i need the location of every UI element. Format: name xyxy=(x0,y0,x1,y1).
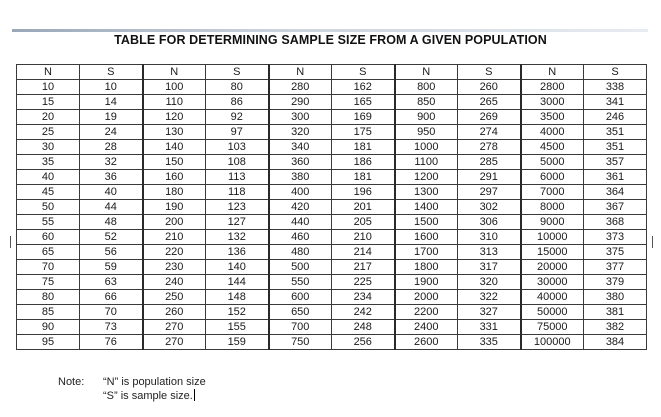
population-cell: 750 xyxy=(269,335,332,350)
population-cell: 120 xyxy=(143,110,206,125)
population-cell: 400 xyxy=(269,185,332,200)
note-lines xyxy=(103,376,206,403)
population-cell: 95 xyxy=(17,335,80,350)
table-row xyxy=(17,245,647,260)
sample-size-cell: 367 xyxy=(584,200,647,215)
population-cell: 1200 xyxy=(395,170,458,185)
sample-size-cell: 48 xyxy=(80,215,143,230)
column-header-s: S xyxy=(206,65,269,80)
sample-size-cell: 40 xyxy=(80,185,143,200)
population-cell: 460 xyxy=(269,230,332,245)
table-row xyxy=(17,140,647,155)
sample-size-cell: 186 xyxy=(332,155,395,170)
sample-size-cell: 97 xyxy=(206,125,269,140)
population-cell: 190 xyxy=(143,200,206,215)
sample-size-cell: 338 xyxy=(584,80,647,95)
population-cell: 800 xyxy=(395,80,458,95)
sample-size-cell: 375 xyxy=(584,245,647,260)
population-cell: 230 xyxy=(143,260,206,275)
sample-size-cell: 140 xyxy=(206,260,269,275)
sample-size-cell: 265 xyxy=(458,95,521,110)
population-cell: 220 xyxy=(143,245,206,260)
column-header-n: N xyxy=(269,65,332,80)
population-cell: 1100 xyxy=(395,155,458,170)
table-body xyxy=(17,80,647,350)
sample-size-cell: 380 xyxy=(584,290,647,305)
population-cell: 10000 xyxy=(521,230,584,245)
sample-size-cell: 364 xyxy=(584,185,647,200)
sample-size-cell: 225 xyxy=(332,275,395,290)
sample-size-cell: 341 xyxy=(584,95,647,110)
population-cell: 1000 xyxy=(395,140,458,155)
population-cell: 85 xyxy=(17,305,80,320)
sample-size-cell: 313 xyxy=(458,245,521,260)
sample-size-cell: 113 xyxy=(206,170,269,185)
population-cell: 50000 xyxy=(521,305,584,320)
sample-size-cell: 331 xyxy=(458,320,521,335)
population-cell: 2400 xyxy=(395,320,458,335)
table-row xyxy=(17,275,647,290)
sample-size-cell: 175 xyxy=(332,125,395,140)
sample-size-cell: 269 xyxy=(458,110,521,125)
sample-size-cell: 118 xyxy=(206,185,269,200)
population-cell: 6000 xyxy=(521,170,584,185)
population-cell: 50 xyxy=(17,200,80,215)
population-cell: 290 xyxy=(269,95,332,110)
sample-size-cell: 322 xyxy=(458,290,521,305)
column-header-s: S xyxy=(458,65,521,80)
sample-size-cell: 181 xyxy=(332,170,395,185)
population-cell: 60 xyxy=(17,230,80,245)
table-row xyxy=(17,215,647,230)
sample-size-cell: 10 xyxy=(80,80,143,95)
table-row xyxy=(17,320,647,335)
population-cell: 2200 xyxy=(395,305,458,320)
population-cell: 260 xyxy=(143,305,206,320)
population-cell: 210 xyxy=(143,230,206,245)
population-cell: 900 xyxy=(395,110,458,125)
left-edge-mark xyxy=(10,236,11,248)
population-cell: 300 xyxy=(269,110,332,125)
population-cell: 950 xyxy=(395,125,458,140)
population-cell: 250 xyxy=(143,290,206,305)
population-cell: 3500 xyxy=(521,110,584,125)
sample-size-cell: 306 xyxy=(458,215,521,230)
table-row xyxy=(17,290,647,305)
population-cell: 140 xyxy=(143,140,206,155)
sample-size-cell: 377 xyxy=(584,260,647,275)
population-cell: 30000 xyxy=(521,275,584,290)
population-cell: 3000 xyxy=(521,95,584,110)
table-row xyxy=(17,110,647,125)
sample-size-cell: 159 xyxy=(206,335,269,350)
table-note xyxy=(58,376,206,403)
population-cell: 500 xyxy=(269,260,332,275)
sample-size-cell: 382 xyxy=(584,320,647,335)
table-row xyxy=(17,260,647,275)
sample-size-cell: 92 xyxy=(206,110,269,125)
note-line-sample: “S” is sample size. xyxy=(103,390,193,402)
population-cell: 100000 xyxy=(521,335,584,350)
population-cell: 4000 xyxy=(521,125,584,140)
sample-size-cell: 63 xyxy=(80,275,143,290)
population-cell: 30 xyxy=(17,140,80,155)
population-cell: 280 xyxy=(269,80,332,95)
sample-size-table-container xyxy=(16,64,646,350)
column-header-n: N xyxy=(395,65,458,80)
column-header-n: N xyxy=(143,65,206,80)
sample-size-cell: 36 xyxy=(80,170,143,185)
population-cell: 2800 xyxy=(521,80,584,95)
sample-size-cell: 80 xyxy=(206,80,269,95)
sample-size-cell: 335 xyxy=(458,335,521,350)
sample-size-cell: 274 xyxy=(458,125,521,140)
population-cell: 1500 xyxy=(395,215,458,230)
sample-size-cell: 86 xyxy=(206,95,269,110)
population-cell: 380 xyxy=(269,170,332,185)
population-cell: 65 xyxy=(17,245,80,260)
sample-size-cell: 70 xyxy=(80,305,143,320)
sample-size-cell: 256 xyxy=(332,335,395,350)
column-header-s: S xyxy=(80,65,143,80)
note-label: Note: xyxy=(58,376,85,388)
table-row xyxy=(17,185,647,200)
sample-size-cell: 162 xyxy=(332,80,395,95)
sample-size-cell: 108 xyxy=(206,155,269,170)
sample-size-cell: 28 xyxy=(80,140,143,155)
sample-size-cell: 201 xyxy=(332,200,395,215)
sample-size-cell: 357 xyxy=(584,155,647,170)
sample-size-cell: 181 xyxy=(332,140,395,155)
table-row xyxy=(17,125,647,140)
population-cell: 340 xyxy=(269,140,332,155)
population-cell: 270 xyxy=(143,335,206,350)
column-header-n: N xyxy=(521,65,584,80)
column-header-n: N xyxy=(17,65,80,80)
sample-size-cell: 127 xyxy=(206,215,269,230)
population-cell: 7000 xyxy=(521,185,584,200)
sample-size-cell: 327 xyxy=(458,305,521,320)
sample-size-cell: 76 xyxy=(80,335,143,350)
population-cell: 25 xyxy=(17,125,80,140)
population-cell: 10 xyxy=(17,80,80,95)
sample-size-cell: 246 xyxy=(584,110,647,125)
population-cell: 45 xyxy=(17,185,80,200)
column-header-s: S xyxy=(584,65,647,80)
population-cell: 1800 xyxy=(395,260,458,275)
population-cell: 1400 xyxy=(395,200,458,215)
table-row xyxy=(17,230,647,245)
sample-size-cell: 242 xyxy=(332,305,395,320)
sample-size-cell: 234 xyxy=(332,290,395,305)
population-cell: 40 xyxy=(17,170,80,185)
sample-size-cell: 24 xyxy=(80,125,143,140)
column-header-s: S xyxy=(332,65,395,80)
population-cell: 180 xyxy=(143,185,206,200)
table-row xyxy=(17,305,647,320)
sample-size-cell: 381 xyxy=(584,305,647,320)
population-cell: 420 xyxy=(269,200,332,215)
population-cell: 360 xyxy=(269,155,332,170)
population-cell: 270 xyxy=(143,320,206,335)
population-cell: 240 xyxy=(143,275,206,290)
sample-size-cell: 214 xyxy=(332,245,395,260)
sample-size-cell: 291 xyxy=(458,170,521,185)
population-cell: 150 xyxy=(143,155,206,170)
sample-size-cell: 169 xyxy=(332,110,395,125)
population-cell: 15000 xyxy=(521,245,584,260)
sample-size-cell: 278 xyxy=(458,140,521,155)
population-cell: 20000 xyxy=(521,260,584,275)
right-edge-mark xyxy=(652,236,653,248)
population-cell: 8000 xyxy=(521,200,584,215)
population-cell: 80 xyxy=(17,290,80,305)
sample-size-cell: 123 xyxy=(206,200,269,215)
sample-size-cell: 155 xyxy=(206,320,269,335)
population-cell: 9000 xyxy=(521,215,584,230)
sample-size-cell: 73 xyxy=(80,320,143,335)
table-header-row xyxy=(17,65,647,80)
population-cell: 650 xyxy=(269,305,332,320)
sample-size-cell: 351 xyxy=(584,140,647,155)
sample-size-cell: 351 xyxy=(584,125,647,140)
sample-size-table xyxy=(16,64,647,350)
header-rule xyxy=(12,29,648,32)
note-line-population: “N” is population size xyxy=(103,376,206,388)
population-cell: 90 xyxy=(17,320,80,335)
population-cell: 20 xyxy=(17,110,80,125)
sample-size-cell: 361 xyxy=(584,170,647,185)
sample-size-cell: 205 xyxy=(332,215,395,230)
population-cell: 4500 xyxy=(521,140,584,155)
table-row xyxy=(17,335,647,350)
table-row xyxy=(17,170,647,185)
table-row xyxy=(17,200,647,215)
population-cell: 75 xyxy=(17,275,80,290)
text-cursor xyxy=(194,389,195,401)
population-cell: 550 xyxy=(269,275,332,290)
population-cell: 15 xyxy=(17,95,80,110)
sample-size-cell: 248 xyxy=(332,320,395,335)
sample-size-cell: 165 xyxy=(332,95,395,110)
population-cell: 75000 xyxy=(521,320,584,335)
population-cell: 2600 xyxy=(395,335,458,350)
population-cell: 200 xyxy=(143,215,206,230)
table-title: TABLE FOR DETERMINING SAMPLE SIZE FROM A GIVEN POPULATION xyxy=(114,33,547,47)
population-cell: 5000 xyxy=(521,155,584,170)
population-cell: 35 xyxy=(17,155,80,170)
table-row xyxy=(17,80,647,95)
sample-size-cell: 210 xyxy=(332,230,395,245)
population-cell: 1700 xyxy=(395,245,458,260)
sample-size-cell: 44 xyxy=(80,200,143,215)
sample-size-cell: 56 xyxy=(80,245,143,260)
sample-size-cell: 196 xyxy=(332,185,395,200)
population-cell: 40000 xyxy=(521,290,584,305)
population-cell: 480 xyxy=(269,245,332,260)
sample-size-cell: 285 xyxy=(458,155,521,170)
population-cell: 55 xyxy=(17,215,80,230)
population-cell: 1300 xyxy=(395,185,458,200)
sample-size-cell: 14 xyxy=(80,95,143,110)
population-cell: 130 xyxy=(143,125,206,140)
sample-size-cell: 59 xyxy=(80,260,143,275)
table-row xyxy=(17,95,647,110)
sample-size-cell: 310 xyxy=(458,230,521,245)
population-cell: 2000 xyxy=(395,290,458,305)
sample-size-cell: 132 xyxy=(206,230,269,245)
population-cell: 1900 xyxy=(395,275,458,290)
sample-size-cell: 144 xyxy=(206,275,269,290)
population-cell: 70 xyxy=(17,260,80,275)
population-cell: 600 xyxy=(269,290,332,305)
population-cell: 440 xyxy=(269,215,332,230)
sample-size-cell: 368 xyxy=(584,215,647,230)
sample-size-cell: 317 xyxy=(458,260,521,275)
population-cell: 850 xyxy=(395,95,458,110)
sample-size-cell: 19 xyxy=(80,110,143,125)
sample-size-cell: 66 xyxy=(80,290,143,305)
sample-size-cell: 320 xyxy=(458,275,521,290)
sample-size-cell: 384 xyxy=(584,335,647,350)
sample-size-cell: 302 xyxy=(458,200,521,215)
population-cell: 700 xyxy=(269,320,332,335)
sample-size-cell: 379 xyxy=(584,275,647,290)
sample-size-cell: 32 xyxy=(80,155,143,170)
population-cell: 100 xyxy=(143,80,206,95)
population-cell: 160 xyxy=(143,170,206,185)
sample-size-cell: 297 xyxy=(458,185,521,200)
population-cell: 1600 xyxy=(395,230,458,245)
sample-size-cell: 136 xyxy=(206,245,269,260)
population-cell: 110 xyxy=(143,95,206,110)
table-row xyxy=(17,155,647,170)
sample-size-cell: 148 xyxy=(206,290,269,305)
sample-size-cell: 152 xyxy=(206,305,269,320)
sample-size-cell: 217 xyxy=(332,260,395,275)
population-cell: 320 xyxy=(269,125,332,140)
sample-size-cell: 373 xyxy=(584,230,647,245)
sample-size-cell: 260 xyxy=(458,80,521,95)
sample-size-cell: 52 xyxy=(80,230,143,245)
sample-size-cell: 103 xyxy=(206,140,269,155)
